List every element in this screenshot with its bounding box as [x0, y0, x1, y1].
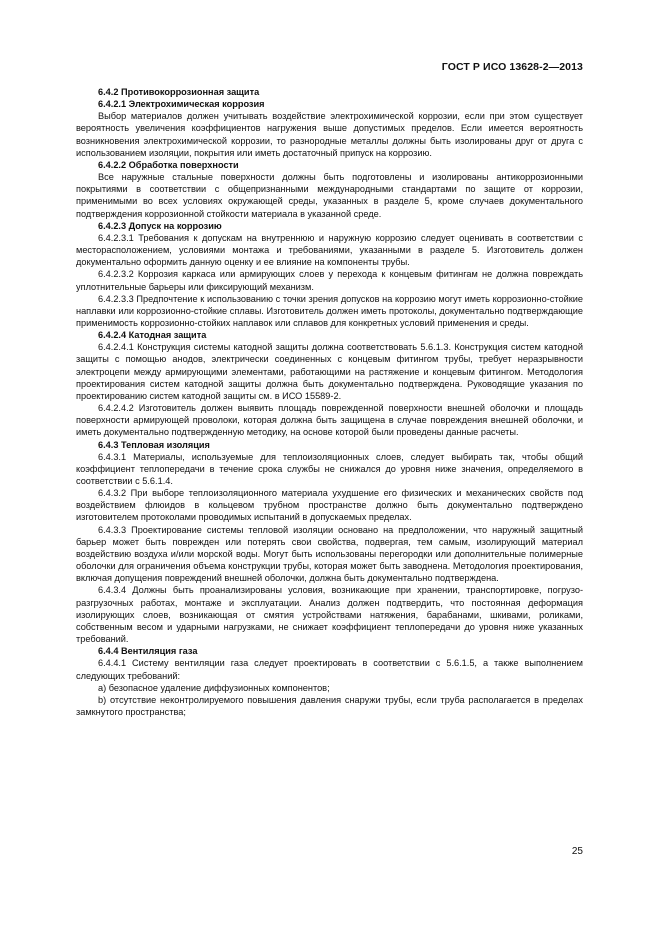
paragraph: 6.4.2.4.1 Конструкция системы катодной защиты должна соответствовать 5.6.1.3. Конструкция систем катодной защиты с помощью анодов, электрически соединенных с концевым фитингом трубы, требует неразрывности электроцепи между армирующими элементами, работающими на растяжение и концевым фитингом. Методология проектирования систем катодной защиты должна быть документально подтверждена. Руководящие указания по проектированию систем катодной защиты см. в ИСО 15589-2. [76, 342, 583, 401]
paragraph: Все наружные стальные поверхности должны быть подготовлены и изолированы антикоррозионными покрытиями в соответствии с общепризнанными международными стандартами по защите от коррозии, применимыми во всех условиях окружающей среды, указанных в разделе 5, кроме случаев документального подтверждения коррозионной стойкости материала в указанной среде. [76, 172, 583, 219]
paragraph: 6.4.2.3.3 Предпочтение к использованию с точки зрения допусков на коррозию могут иметь коррозионно-стойкие наплавки или коррозионно-стойкие сплавы. Изготовитель должен иметь протоколы, документально подтверждающие применимость коррозионно-стойких наплавок или сплавов для конкретных условий применения и среды. [76, 293, 583, 328]
paragraph: 6.4.4.1 Систему вентиляции газа следует проектировать в соответствии с 5.6.1.5, а также выполнением следующих требований: [76, 658, 583, 681]
section-heading: 6.4.2.4 Катодная защита [98, 330, 207, 341]
paragraph: 6.4.3.1 Материалы, используемые для теплоизоляционных слоев, следует выбирать так, чтобы общий коэффициент теплопередачи в течение срока службы не снижался до уровня ниже значения, определяемого в соответствии с 5.6.1.4. [76, 451, 583, 486]
section-heading: 6.4.3 Тепловая изоляция [98, 439, 210, 450]
section-heading: 6.4.4 Вентиляция газа [98, 646, 198, 657]
section-heading: 6.4.2.2 Обработка поверхности [98, 159, 239, 170]
page-number: 25 [571, 846, 583, 857]
paragraph: 6.4.2.3.1 Требования к допускам на внутреннюю и наружную коррозию следует оценивать в соответствии с месторасположением, условиями монтажа и требованиями, указанными в разделе 5. Изготовитель должен документально оформить данную оценку и ее влияние на компоненты трубы. [76, 232, 583, 268]
paragraph: 6.4.3.2 При выборе теплоизоляционного материала ухудшение его физических и механических свойств под воздействием флюидов в кольцевом трубном пространстве должно быть документально подтверждено изготовителем протоколами проводимых испытаний в допускаемых пределах. [76, 488, 583, 523]
paragraph: 6.4.2.3.2 Коррозия каркаса или армирующих слоев у перехода к концевым фитингам не должна повреждать уплотнительные барьеры или фиксирующий механизм. [76, 269, 583, 292]
section-heading: 6.4.2.3 Допуск на коррозию [98, 220, 222, 231]
section-heading: 6.4.2 Противокоррозионная защита [98, 87, 260, 97]
paragraph: 6.4.3.3 Проектирование системы тепловой изоляции основано на предположении, что наружный защитный барьер может быть поврежден или потерять свои свойства, подвергая, тем самым, изолирующий материал воздействию воздуха и/или морской воды. Могут быть использованы перегородки или дополнительные полимерные оболочки для ограничения объема конструкции трубы, которая может быть заводнена. Методология проектирования, включая допущения повреждений внешней оболочки, должна быть документально подтверждена. [76, 524, 583, 584]
paragraph: 6.4.3.4 Должны быть проанализированы условия, возникающие при хранении, транспортировке, погрузо-разгрузочных работах, монтаже и эксплуатации. Анализ должен подтвердить, что постоянная деформация изолирующих слоев, возникающая от смятия устройствами натяжения, барабанами, шкивами, роликами, собственным весом и ударными нагрузками, не снижает коэффициент теплопередачи до уровня ниже указанных требований. [76, 585, 583, 645]
list-item: b) отсутствие неконтролируемого повышения давления снаружи трубы, если труба располагается в пределах замкнутого пространства; [76, 694, 583, 717]
document-standard-code: ГОСТ Р ИСО 13628-2—2013 [441, 61, 583, 73]
paragraph: Выбор материалов должен учитывать воздействие электрохимической коррозии, если при этом существует вероятность увеличения коэффициентов нагружения выше допустимых пределов. Если имеется вероятность возникновения электрохимической коррозии, то разнородные металлы должны быть изолированы друг от друга с использованием изоляции, покрытия или иметь достаточный припуск на коррозию. [76, 111, 583, 158]
list-item: a) безопасное удаление диффузионных компонентов; [98, 682, 330, 693]
section-heading: 6.4.2.1 Электрохимическая коррозия [98, 99, 265, 110]
document-body [76, 86, 583, 718]
paragraph: 6.4.2.4.2 Изготовитель должен выявить площадь поврежденной поверхности внешней оболочки и площадь поверхности армирующей проволоки, которая должна быть защищена в случае повреждения внешней оболочки, и иметь документально подтвержденную методику, на основе которой были проведены данные расчеты. [76, 403, 583, 438]
